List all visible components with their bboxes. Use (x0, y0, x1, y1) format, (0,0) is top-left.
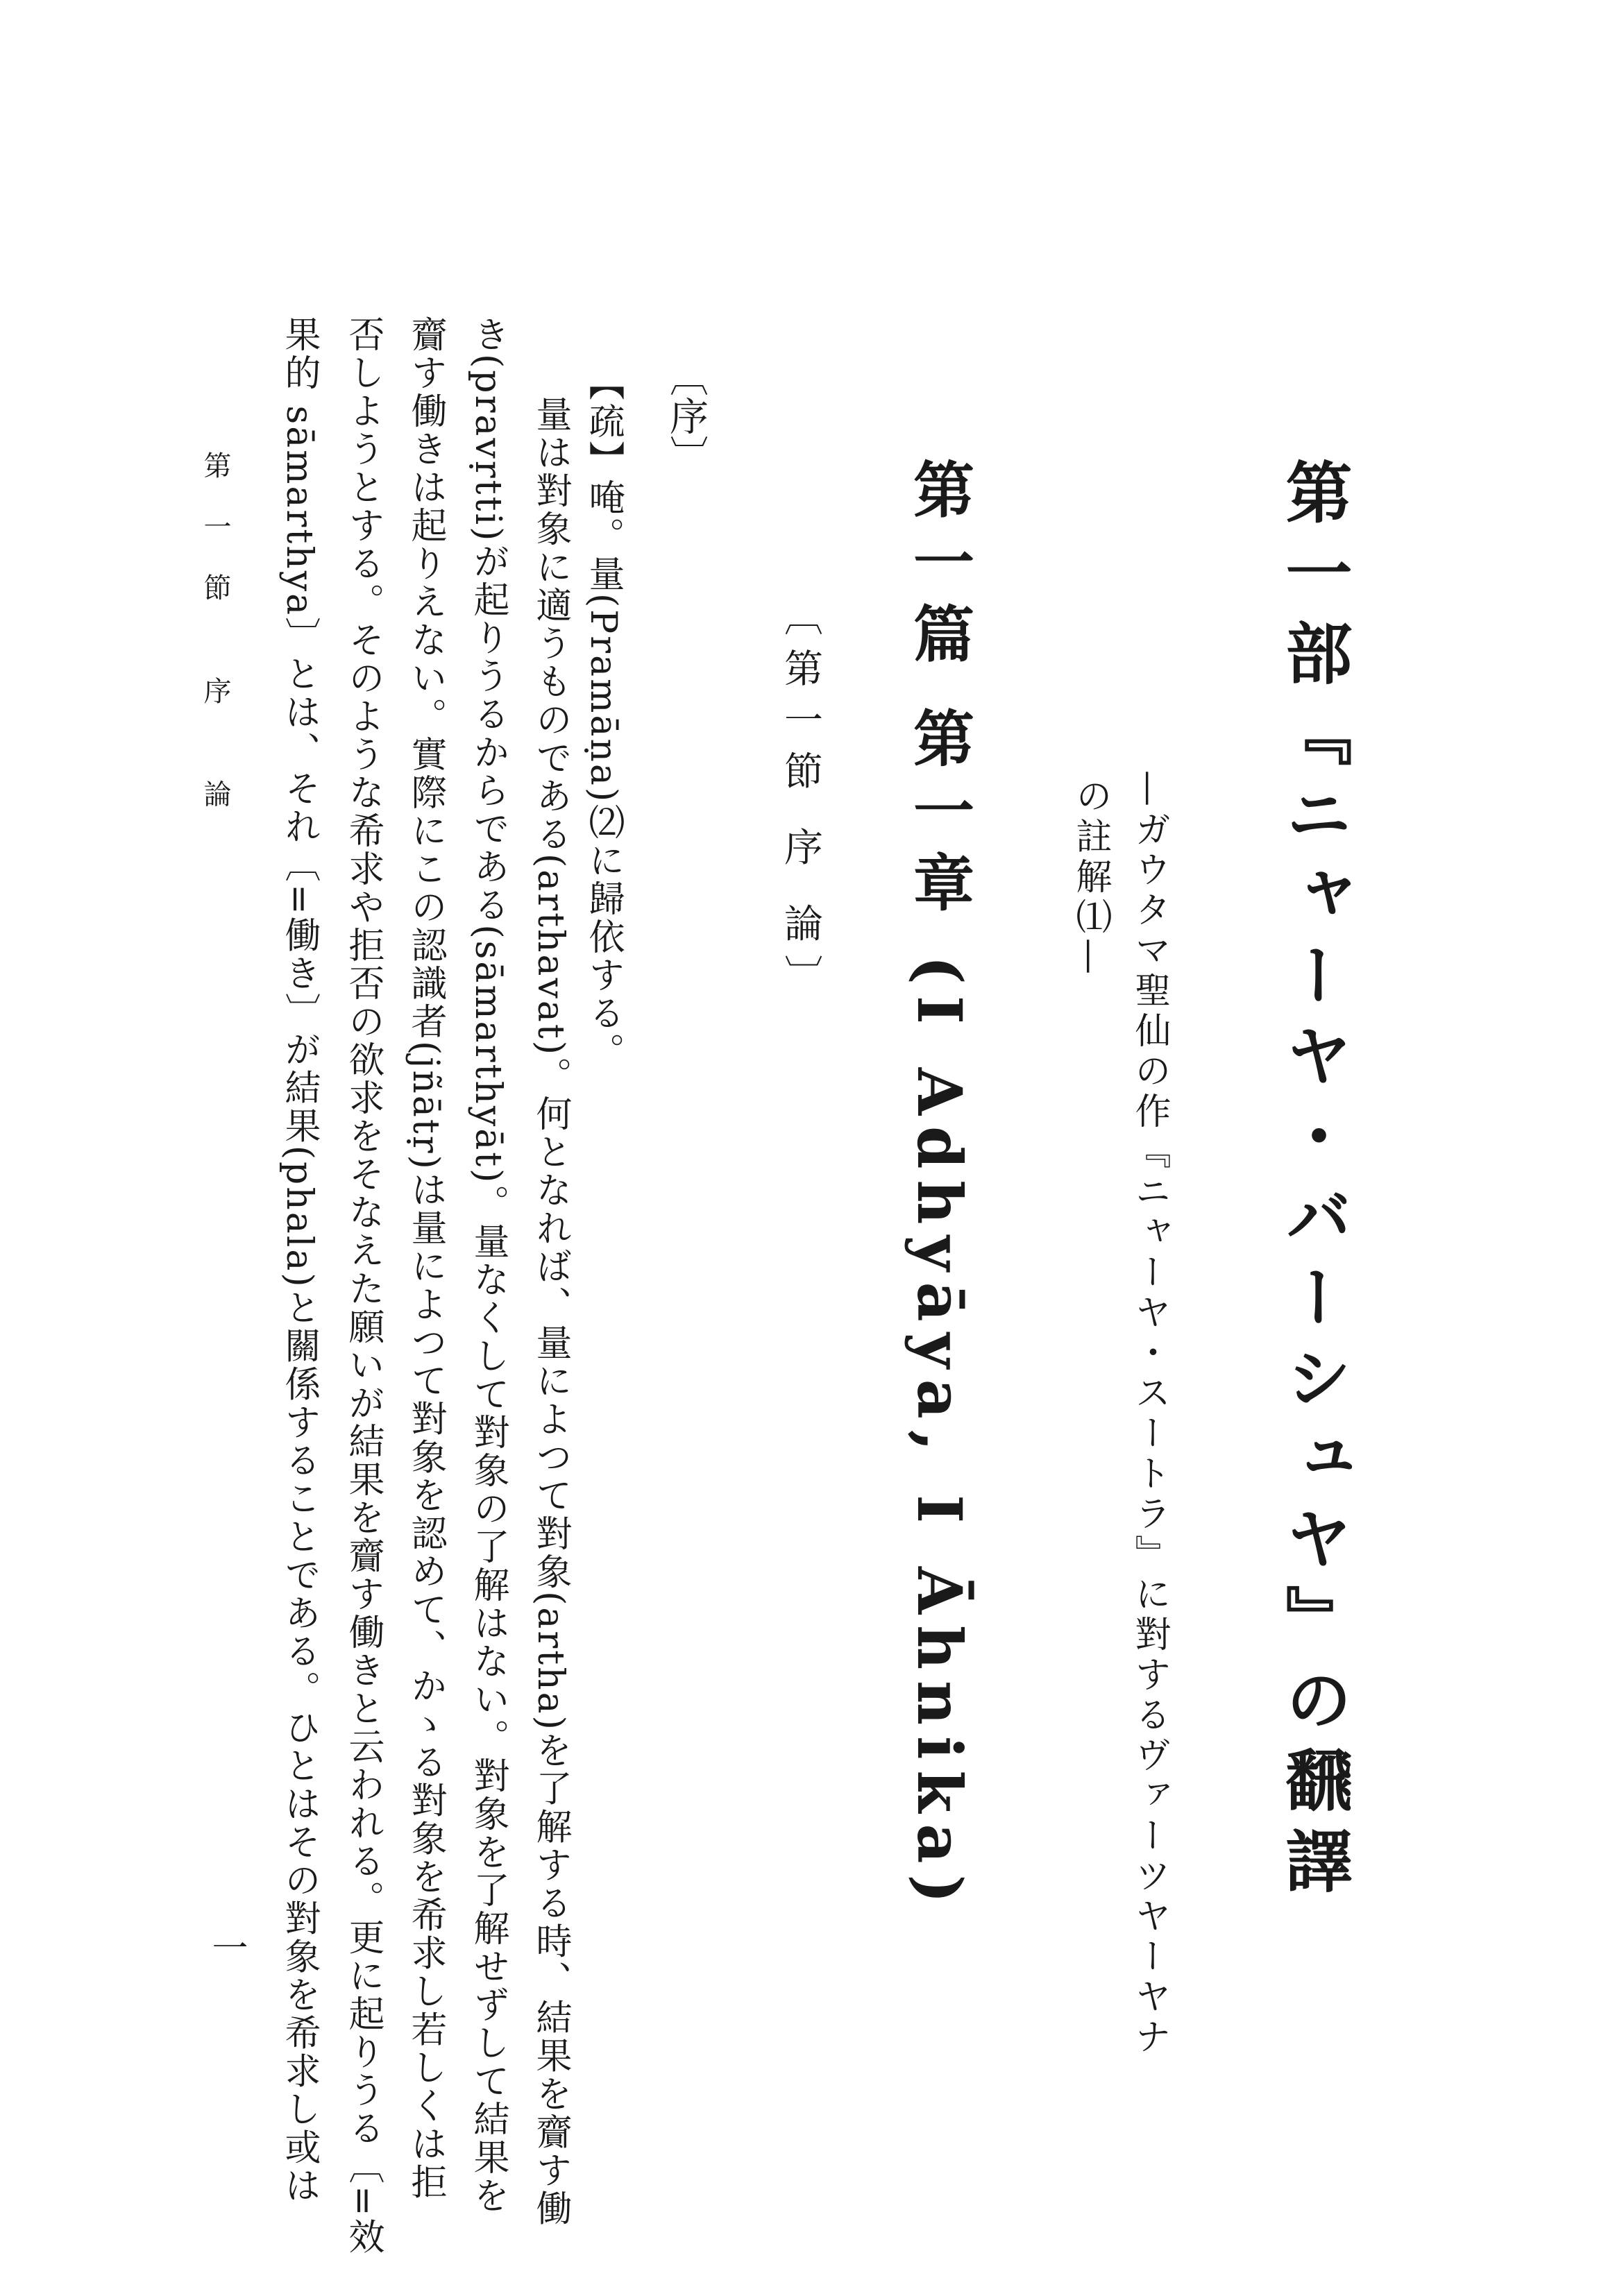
running-header: 第一節 序 論 (199, 451, 231, 841)
body-line: 齎す働きは起りえない。實際にこの認識者(jñātṛ)は量によつて對象を認めて、かゝる對象を希求し若しくは拒 (405, 316, 446, 2202)
preface-label: 〔序〕 (663, 357, 709, 474)
part-title: 第一部『ニャーヤ・バーシュヤ』の飜譯 (1275, 458, 1353, 1907)
body-line: 果的 sāmarthya〕とは、それ〔=働き〕が結果(phala)と關係することである。ひとはその對象を希求し或は (278, 316, 320, 2205)
page-number: 一 (205, 1929, 247, 1965)
body-line: 否しようとする。そのような希求や拒否の欲求をそなえた願いが結果を齎す働きと云われる。更に起りうる〔=效 (342, 316, 384, 2256)
subtitle-line-2: の註解⑴— (1069, 777, 1111, 978)
chapter-title: 第一篇 第一章 (I Adhyāya, I Āhnika) (904, 458, 976, 1915)
body-line: き(pravṛtti)が起りうるからである(sāmarthyāt)。量なくして對象の了解はない。對象を了解せずして結果を (467, 316, 509, 2216)
body-line: 量は對象に適うものである(arthavat)。何となれば、量によつて對象(artha)を了解する時、結果を齎す働 (530, 396, 571, 2228)
section-heading: 〔第一節 序 論〕 (778, 597, 823, 1006)
subtitle-line-1: —ガウタマ聖仙の作『ニャーヤ・スートラ』に對するヴァーツヤーヤナ (1128, 770, 1170, 2058)
body-line: 【疏】唵。量(Pramāṇa)⑵に歸依する。 (582, 364, 624, 1071)
